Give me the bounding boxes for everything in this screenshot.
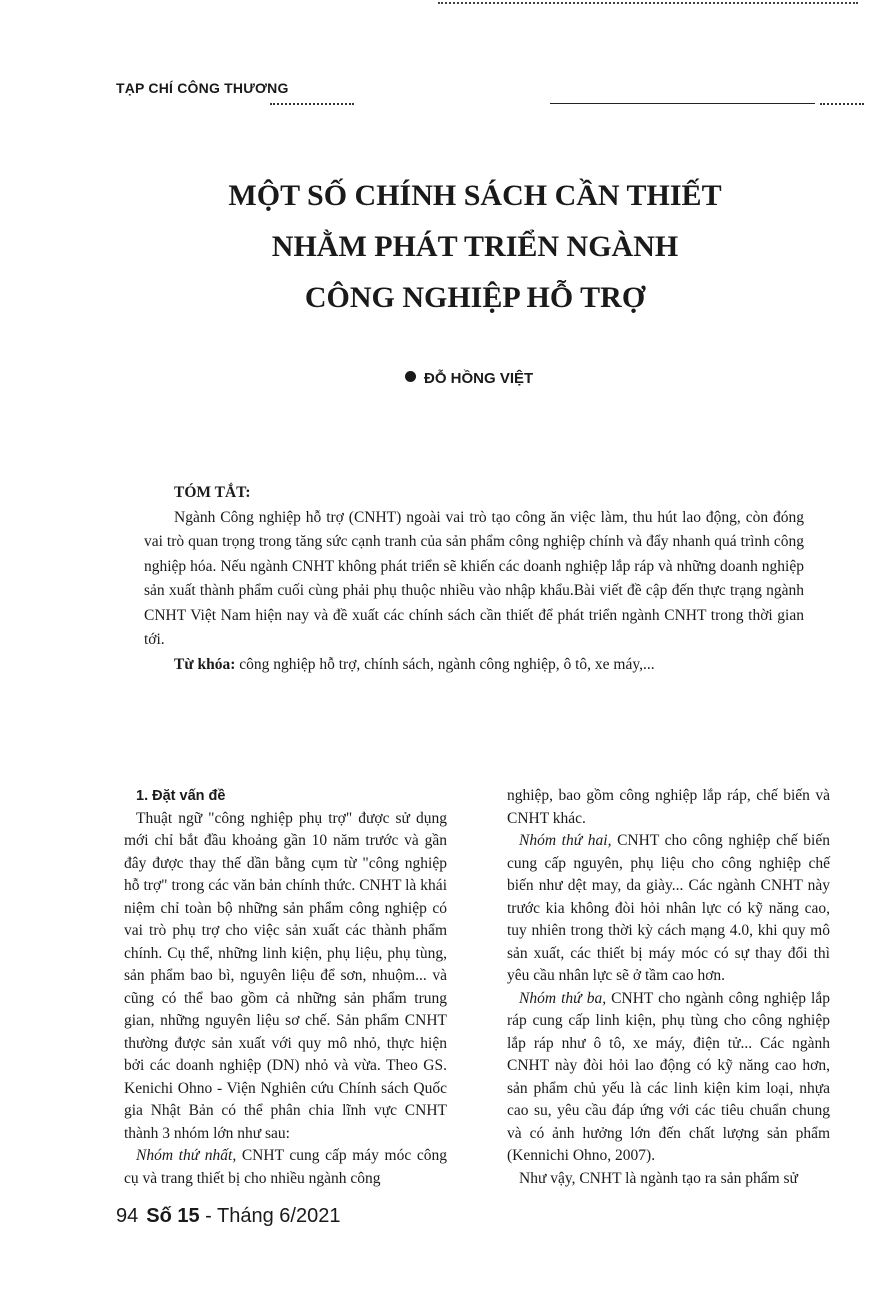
abstract-text: Ngành Công nghiệp hỗ trợ (CNHT) ngoài vai trò tạo công ăn việc làm, thu hút lao động, còn đóng vai trò quan trọng trong tăng sức cạnh tranh của sản phẩm công nghiệp chính và đẩy nhanh quá trình công nghiệp hóa. Nếu ngành CNHT không phát triển sẽ khiến các doanh nghiệp lắp ráp và những doanh nghiệp sản xuất thành phẩm cuối cùng phải phụ thuộc nhiều vào nhập khẩu.Bài viết đề cập đến thực trạng ngành CNHT Việt Nam hiện nay và đề xuất các chính sách cần thiết để phát triển ngành CNHT trong thời gian tới. xyxy=(144,508,804,648)
title-line-1: MỘT SỐ CHÍNH SÁCH CẦN THIẾT xyxy=(228,179,722,212)
body-paragraph xyxy=(124,1145,447,1190)
issue-number: Số 15 xyxy=(146,1205,200,1227)
page-footer xyxy=(116,1205,340,1228)
section-title: 1. Đặt vấn đề xyxy=(136,788,226,804)
body-paragraph xyxy=(507,830,830,988)
header-rule-dotted-right xyxy=(820,103,864,105)
header-rule-solid xyxy=(550,103,815,104)
keywords-label: Từ khóa: xyxy=(174,655,236,673)
title-line-3: CÔNG NGHIỆP HỖ TRỢ xyxy=(304,281,646,314)
body-text: CNHT cho ngành công nghiệp lắp ráp cung cấp linh kiện, phụ tùng cho công nghiệp lắp ráp như ô tô, xe máy, điện tử... Các ngành CNHT này đòi hỏi lao động có kỹ năng cao hơn, sản phẩm chủ yếu là các linh kiện kim loại, nhựa cao su, yêu cầu đáp ứng với các tiêu chuẩn chung và có ảnh hưởng lớn đến chất lượng sản phẩm (Kennichi Ohno, 2007). xyxy=(507,989,830,1164)
keywords-text: công nghiệp hỗ trợ, chính sách, ngành công nghiệp, ô tô, xe máy,... xyxy=(235,655,655,673)
body-paragraph xyxy=(507,988,830,1168)
article-title xyxy=(150,170,800,323)
body-column-right xyxy=(507,785,830,1190)
body-paragraph: Thuật ngữ "công nghiệp phụ trợ" được sử dụng mới chỉ bắt đầu khoảng gần 10 năm trước và gần đây được thay thế dần bằng cụm từ "công nghiệp hỗ trợ" trong các văn bản chính thức. CNHT là khái niệm chỉ toàn bộ những sản phẩm công nghiệp có vai trò phụ trợ cho việc sản xuất các thành phẩm chính. Cụ thể, những linh kiện, phụ liệu, phụ tùng, sản phẩm bao bì, nguyên liệu để sơn, nhuộm... và cũng có thể bao gồm cả những sản phẩm trung gian, những nguyên liệu sơ chế. Sản phẩm CNHT thường được sản xuất với quy mô nhỏ, thực hiện bởi các doanh nghiệp (DN) nhỏ và vừa. Theo GS. Kenichi Ohno - Viện Nghiên cứu Chính sách Quốc gia Nhật Bản có thể phân chia lĩnh vực CNHT thành 3 nhóm lớn như sau: xyxy=(124,809,447,1142)
body-column-left xyxy=(124,785,447,1190)
body-paragraph: Như vậy, CNHT là ngành tạo ra sản phẩm sử xyxy=(519,1169,798,1187)
author-name: ĐỖ HỒNG VIỆT xyxy=(424,370,534,387)
issue-date: - Tháng 6/2021 xyxy=(199,1205,341,1227)
keywords-line xyxy=(144,653,804,678)
group-label: Nhóm thứ hai, xyxy=(519,832,612,849)
page-number: 94 xyxy=(116,1205,139,1227)
abstract-heading: TÓM TẮT: xyxy=(174,484,251,501)
bullet-icon xyxy=(405,371,416,382)
group-label: Nhóm thứ nhất, xyxy=(136,1147,237,1164)
abstract-block xyxy=(144,481,804,677)
header-rule-dotted-left xyxy=(270,103,354,105)
author-line xyxy=(405,370,533,387)
body-text: CNHT cho công nghiệp chế biến cung cấp nguyên, phụ liệu cho công nghiệp chế biến như dệt may, da giày... Các ngành CNHT này trước kia không đòi hỏi nhân lực có kỹ năng cao, tuy nhiên trong thời kỳ cách mạng 4.0, khi quy mô sản xuất, các thiết bị máy móc có sự thay đổi thì yêu cầu nhân lực sẽ ở tầm cao hơn. xyxy=(507,832,830,984)
body-text: CNHT cung cấp máy móc công cụ và trang thiết bị cho nhiều ngành công xyxy=(124,1147,447,1187)
title-line-2: NHẰM PHÁT TRIỂN NGÀNH xyxy=(271,230,679,263)
group-label: Nhóm thứ ba, xyxy=(519,989,607,1007)
body-paragraph: nghiệp, bao gồm công nghiệp lắp ráp, chế biến và CNHT khác. xyxy=(507,787,830,827)
journal-name: TẠP CHÍ CÔNG THƯƠNG xyxy=(116,80,289,96)
top-border-dots xyxy=(438,2,858,4)
